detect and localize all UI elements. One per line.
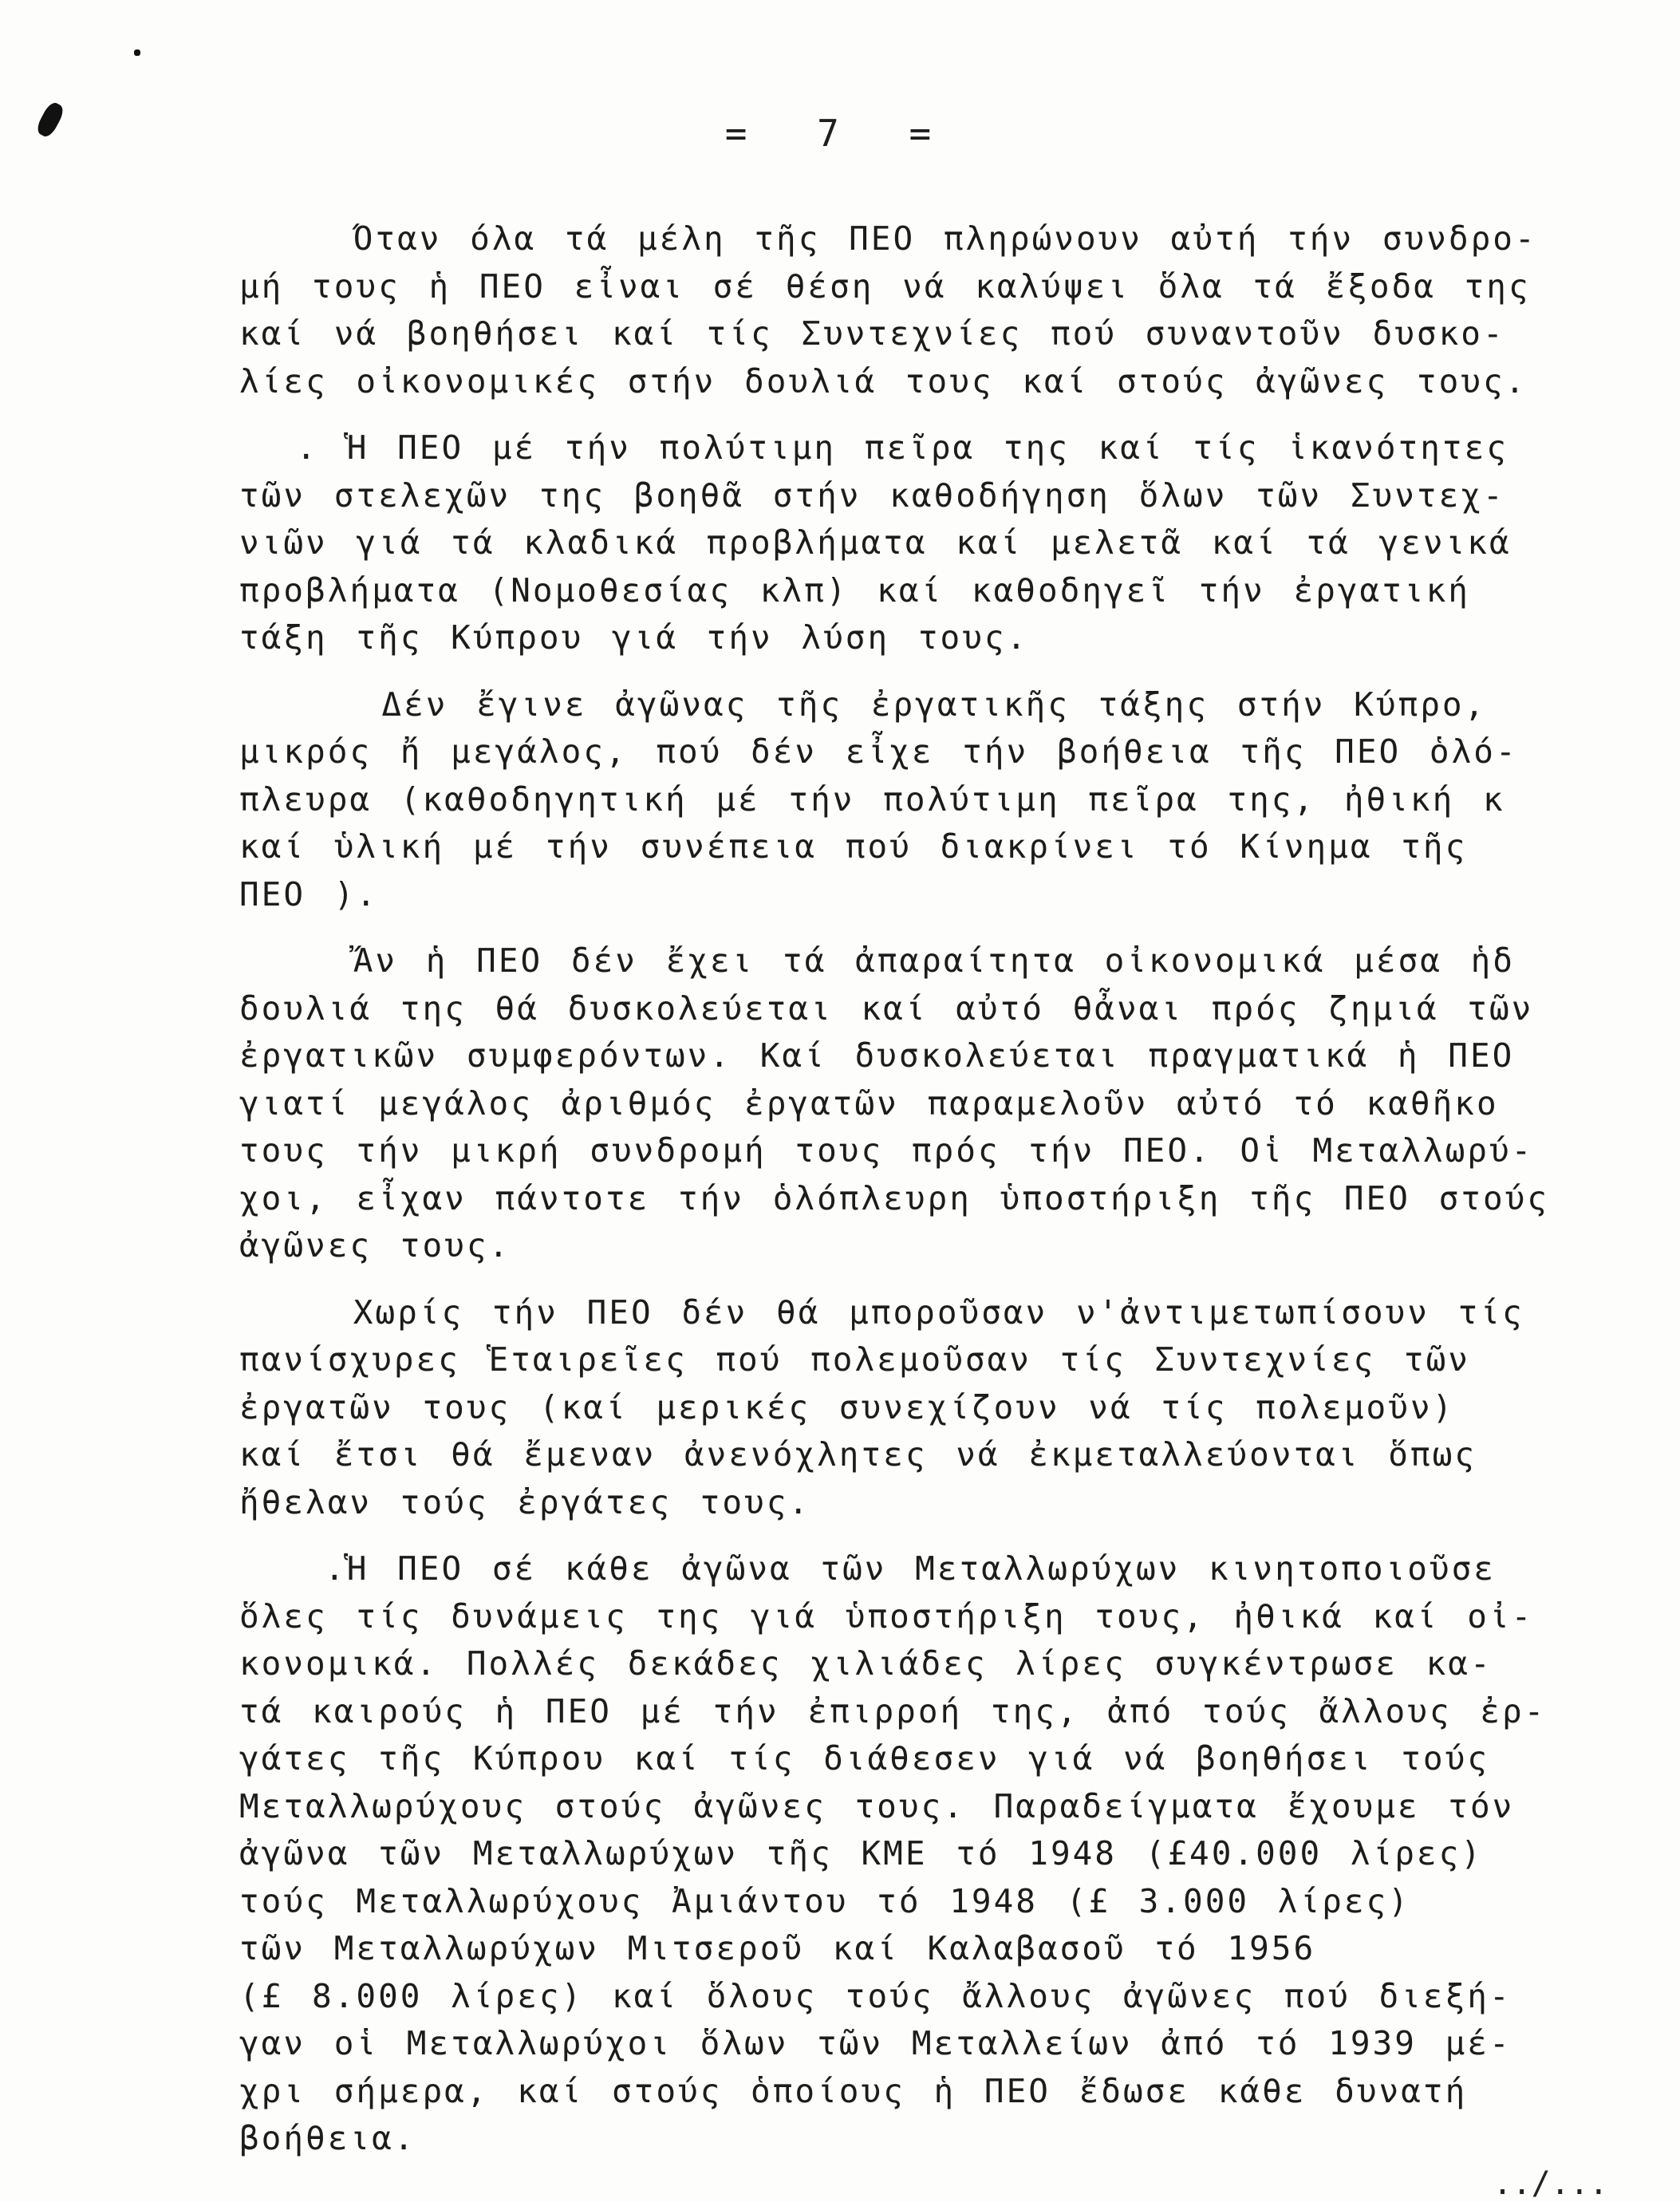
text-line: μικρός ἤ μεγάλος, πού δέν εἶχε τήν βοήθεια τῆς ΠΕΟ ὁλό- xyxy=(239,732,1518,771)
text-line: καί ὑλική μέ τήν συνέπεια πού διακρίνει τό Κίνημα τῆς xyxy=(239,827,1468,866)
text-line: ΠΕΟ ). xyxy=(239,874,379,914)
text-line: Όταν όλα τά μέλη τῆς ΠΕΟ πληρώνουν αὐτή τήν συνδρο- xyxy=(239,219,1537,258)
text-line: ἀγῶνα τῶν Μεταλλωρύχων τῆς ΚΜΕ τό 1948 (£40.000 λίρες) xyxy=(239,1834,1483,1872)
text-line: τῶν στελεχῶν της βοηθᾶ στήν καθοδήγηση ὅλων τῶν Συντεχ- xyxy=(239,476,1505,515)
paragraph xyxy=(239,681,1643,919)
text-line: γιατί μεγάλος ἀριθμός ἐργατῶν παραμελοῦν αὐτό τό καθῆκο xyxy=(239,1083,1499,1123)
text-line: λίες οἰκονομικές στήν δουλιά τους καί στούς ἀγῶνες τους. xyxy=(239,361,1528,401)
text-line: πανίσχυρες Ἑταιρεῖες πού πολεμοῦσαν τίς Συντεχνίες τῶν xyxy=(239,1340,1470,1379)
paragraph xyxy=(239,215,1643,405)
text-line: χρι σήμερα, καί στούς ὁποίους ἡ ΠΕΟ ἔδωσε κάθε δυνατή xyxy=(239,2071,1468,2110)
text-line: .Ἡ ΠΕΟ σέ κάθε ἀγῶνα τῶν Μεταλλωρύχων κινητοποιοῦσε xyxy=(239,1549,1496,1588)
text-line: γάτες τῆς Κύπρου καί τίς διάθεσεν γιά νά βοηθήσει τούς xyxy=(239,1739,1489,1778)
text-line: γαν οἱ Μεταλλωρύχοι ὅλων τῶν Μεταλλείων ἀπό τό 1939 μέ- xyxy=(239,2024,1512,2062)
text-line: τά καιρούς ἡ ΠΕΟ μέ τήν ἐπιρροή της, ἀπό τούς ἄλλους ἐρ- xyxy=(239,1691,1547,1730)
text-line: τάξη τῆς Κύπρου γιά τήν λύση τους. xyxy=(239,618,1029,657)
continuation-mark: ../... xyxy=(1493,2165,1608,2202)
paragraph xyxy=(239,937,1643,1270)
text-line: βοήθεια. xyxy=(239,2119,416,2157)
text-line: ἤθελαν τούς ἐργάτες τους. xyxy=(239,1482,811,1521)
paragraph xyxy=(239,1545,1643,2163)
text-line: . Ἡ ΠΕΟ μέ τήν πολύτιμη πεῖρα της καί τίς ἱκανότητες xyxy=(239,428,1508,467)
text-line: καί ἔτσι θά ἔμεναν ἀνενόχλητες νά ἐκμεταλλεύονται ὅπως xyxy=(239,1435,1477,1474)
text-line: ὅλες τίς δυνάμεις της γιά ὑποστήριξη τους, ἠθικά καί οἰ- xyxy=(239,1596,1534,1636)
text-line: κονομικά. Πολλές δεκάδες χιλιάδες λίρες συγκέντρωσε κα- xyxy=(239,1644,1493,1683)
text-line: Μεταλλωρύχους στούς ἀγῶνες τους. Παραδείγματα ἔχουμε τόν xyxy=(239,1786,1515,1825)
text-line: Ἄν ἡ ΠΕΟ δέν ἔχει τά ἀπαραίτητα οἰκονομικά μέσα ἡδ xyxy=(239,941,1515,980)
text-line: νιῶν γιά τά κλαδικά προβλήματα καί μελετᾶ καί τά γενικά xyxy=(239,523,1512,562)
paragraph xyxy=(239,424,1643,662)
text-line: ἀγῶνες τους. xyxy=(239,1226,511,1265)
text-line: (£ 8.000 λίρες) καί ὅλους τούς ἄλλους ἀγῶνες πού διεξή- xyxy=(239,1976,1512,2015)
text-line: ἐργατῶν τους (καί μερικές συνεχίζουν νά τίς πολεμοῦν) xyxy=(239,1387,1455,1427)
text-line: καί νά βοηθήσει καί τίς Συντεχνίες πού συναντοῦν δυσκο- xyxy=(239,314,1505,353)
document-body xyxy=(239,215,1643,2182)
text-line: τούς Μεταλλωρύχους Ἀμιάντου τό 1948 (£ 3.000 λίρες) xyxy=(239,1881,1410,1920)
text-line: χοι, εἶχαν πάντοτε τήν ὁλόπλευρη ὑποστήριξη τῆς ΠΕΟ στούς xyxy=(239,1178,1549,1217)
page-number: = 7 = xyxy=(724,112,956,155)
text-line: πλευρα (καθοδηγητική μέ τήν πολύτιμη πεῖρα της, ἠθική κ xyxy=(239,779,1505,819)
text-line: μή τους ἡ ΠΕΟ εἶναι σέ θέση νά καλύψει ὅλα τά ἔξοδα της xyxy=(239,266,1531,306)
text-line: Δέν ἔγινε ἀγῶνας τῆς ἐργατικῆς τάξης στήν Κύπρο, xyxy=(239,685,1487,724)
text-line: προβλήματα (Νομοθεσίας κλπ) καί καθοδηγεῖ τήν ἐργατική xyxy=(239,570,1470,610)
text-line: Χωρίς τήν ΠΕΟ δέν θά μποροῦσαν ν'ἀντιμετωπίσουν τίς xyxy=(239,1292,1524,1332)
text-line: δουλιά της θά δυσκολεύεται καί αὐτό θἆναι πρός ζημιά τῶν xyxy=(239,989,1534,1028)
paragraph xyxy=(239,1289,1643,1527)
text-line: ἐργατικῶν συμφερόντων. Καί δυσκολεύεται πραγματικά ἡ ΠΕΟ xyxy=(239,1036,1515,1075)
text-line: τους τήν μικρή συνδρομή τους πρός τήν ΠΕΟ. Οἱ Μεταλλωρύ- xyxy=(239,1131,1534,1170)
ink-speck xyxy=(134,49,140,56)
text-line: τῶν Μεταλλωρύχων Μιτσεροῦ καί Καλαβασοῦ τό 1956 xyxy=(239,1929,1316,1967)
